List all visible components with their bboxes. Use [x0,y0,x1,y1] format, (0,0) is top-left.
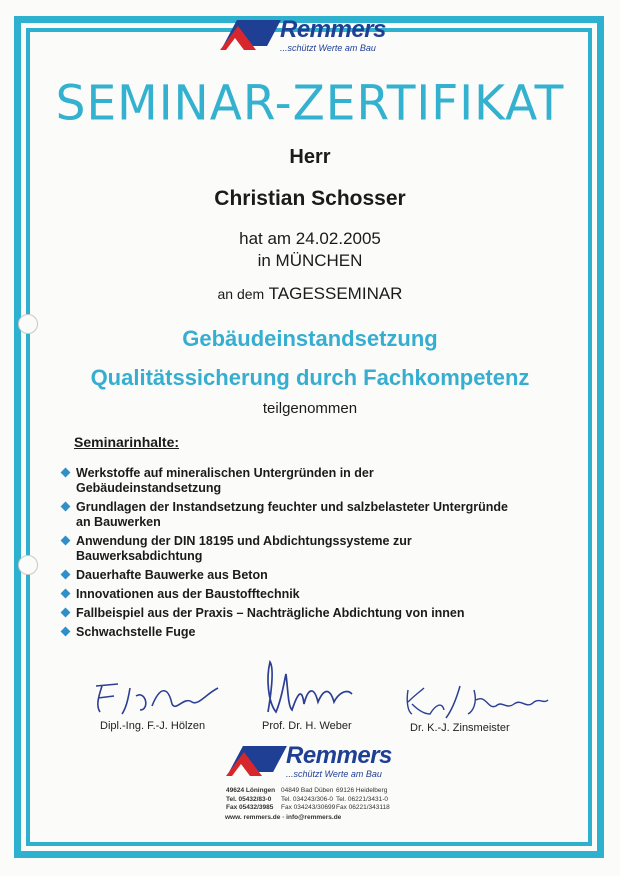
diamond-bullet-icon [61,627,71,637]
signatory-3-name: Dr. K.-J. Zinsmeister [410,722,510,734]
list-item: Innovationen aus der Baustofftechnik [62,587,542,602]
recipient-name: Christian Schosser [214,187,406,210]
list-item: Fallbeispiel aus der Praxis – Nachträgliche Abdichtung von innen [62,606,542,621]
signatory-2-name: Prof. Dr. H. Weber [262,720,352,732]
signatory-1-name: Dipl.-Ing. F.-J. Hölzen [100,720,206,732]
list-item: Grundlagen der Instandsetzung feuchter und salzbelasteter Untergründe an Bauwerken [62,500,542,530]
web-contact: www. remmers.de · info@remmers.de [225,814,342,821]
list-item: Werkstoffe auf mineralischen Untergründen in der Gebäudeinstandsetzung [62,466,542,496]
topic-line-2: Qualitätssicherung durch Fachkompetenz [90,365,530,390]
punch-hole-bottom [18,555,38,575]
signature-weber [258,658,358,720]
remmers-mark-icon [226,744,284,776]
diamond-bullet-icon [61,589,71,599]
signature-hoelzen [88,676,228,720]
seminar-type: TAGESSEMINAR [268,284,403,303]
logo-slogan: ...schützt Werte am Bau [286,769,382,779]
diamond-bullet-icon [61,608,71,618]
remmers-mark-icon [220,18,278,50]
logo-name: Remmers [286,742,392,769]
participation-text: teilgenommen [262,400,358,417]
contents-heading: Seminarinhalte: [74,434,180,450]
diamond-bullet-icon [61,502,71,512]
logo-name: Remmers [280,16,386,43]
address-block-3: 69126 Heidelberg Tel. 06221/3431-0 Fax 06221/343118 [336,787,390,811]
seminar-prefix: an dem [217,286,265,302]
place-line: in MÜNCHEN [257,251,363,270]
topic-line-1: Gebäudeinstandsetzung [182,326,438,351]
list-item: Schwachstelle Fuge [62,625,542,640]
salutation: Herr [289,146,331,168]
list-item: Anwendung der DIN 18195 und Abdichtungssysteme zur Bauwerksabdichtung [62,534,542,564]
diamond-bullet-icon [61,468,71,478]
diamond-bullet-icon [61,570,71,580]
address-block-2: 04849 Bad Düben Tel. 034243/306-0 Fax 034243/30699 [281,787,336,811]
signature-zinsmeister [402,680,552,722]
remmers-logo-bottom [226,744,392,779]
list-item: Dauerhafte Bauwerke aus Beton [62,568,542,583]
seminar-line [0,284,620,304]
contents-list [62,466,542,644]
certificate-title: SEMINAR-ZERTIFIKAT [55,75,565,132]
date-line: hat am 24.02.2005 [239,229,381,248]
address-block-1: 49624 Löningen Tel. 05432/83-0 Fax 05432/3985 [226,787,276,811]
remmers-logo-top [220,18,386,53]
logo-slogan: ...schützt Werte am Bau [280,43,376,53]
diamond-bullet-icon [61,536,71,546]
